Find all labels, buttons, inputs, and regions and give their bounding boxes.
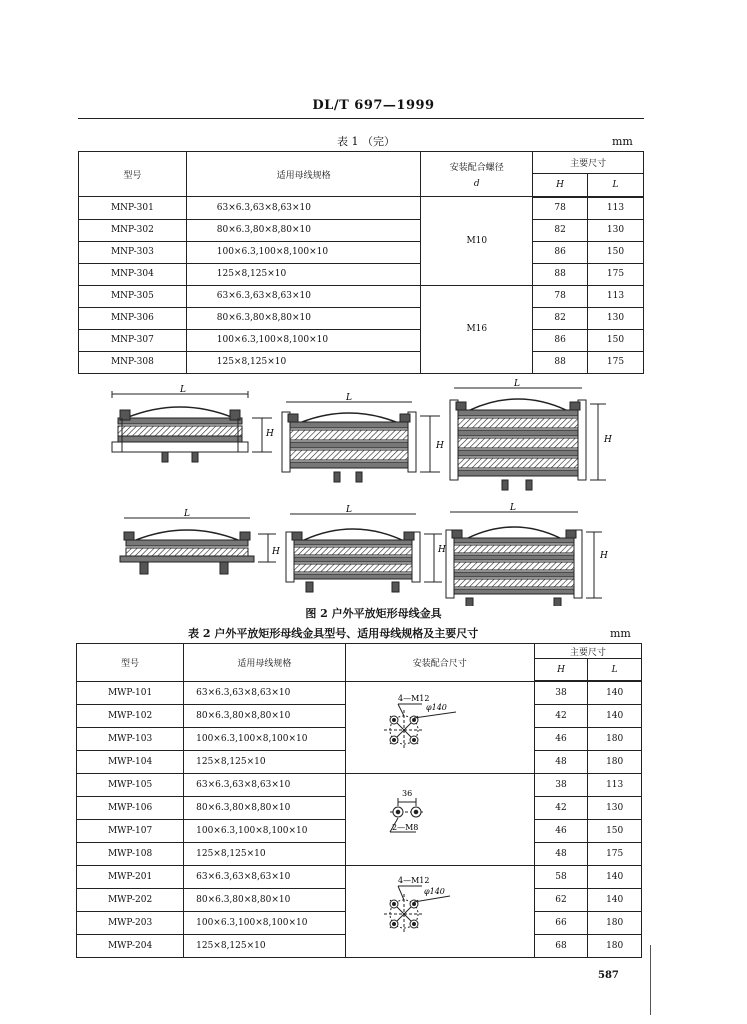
- table-row: [79, 219, 644, 241]
- table-row: [79, 241, 644, 263]
- t1-l: 130: [588, 219, 644, 241]
- table-row: [79, 307, 644, 329]
- mount-diagram-b: [346, 774, 534, 862]
- page-header: DL/T 697—1999: [312, 98, 435, 113]
- fitting-5-h-label: H: [438, 545, 446, 555]
- t1-h: 86: [533, 329, 588, 351]
- t2-h: 48: [534, 842, 588, 865]
- table1: [78, 151, 644, 374]
- fitting-2-l-label: L: [346, 393, 352, 403]
- table-row: [77, 865, 642, 888]
- table-row: [79, 285, 644, 307]
- t1-h: 78: [533, 285, 588, 307]
- t2-spec: 80×6.3,80×8,80×10: [184, 704, 346, 727]
- t1-l: 150: [588, 329, 644, 351]
- t1-spec: 63×6.3,63×8,63×10: [186, 285, 421, 307]
- t1-model: MNP-307: [79, 329, 187, 351]
- t2-header-h: H: [534, 659, 588, 682]
- t2-model: MWP-107: [77, 819, 184, 842]
- t2-spec: 125×8,125×10: [184, 842, 346, 865]
- t2-spec: 100×6.3,100×8,100×10: [184, 911, 346, 934]
- t2-mount-group-c: [345, 865, 534, 957]
- t1-l: 130: [588, 307, 644, 329]
- fitting-4-l-label: L: [184, 509, 190, 519]
- t1-spec: 100×6.3,100×8,100×10: [186, 329, 421, 351]
- t1-h: 88: [533, 263, 588, 285]
- t2-l: 140: [588, 888, 642, 911]
- t2-header-spec: 适用母线规格: [184, 644, 346, 682]
- t1-spec: 125×8,125×10: [186, 263, 421, 285]
- fitting-3-h-label: H: [604, 435, 612, 445]
- fitting-drawing-5: [286, 514, 442, 592]
- fitting-1-h-label: H: [266, 429, 274, 439]
- mount-c-diameter-label: φ140: [423, 886, 445, 896]
- table-row: [79, 329, 644, 351]
- t2-header-dims: 主要尺寸: [534, 644, 641, 659]
- t1-h: 88: [533, 351, 588, 373]
- t1-bolt-group-1: M10: [421, 197, 533, 286]
- t1-h: 82: [533, 307, 588, 329]
- t2-model: MWP-104: [77, 750, 184, 773]
- t2-model: MWP-103: [77, 727, 184, 750]
- mount-c-bolt-label: 4—M12: [397, 875, 430, 885]
- t2-model: MWP-203: [77, 911, 184, 934]
- t1-spec: 100×6.3,100×8,100×10: [186, 241, 421, 263]
- figure2-caption: 图 2 户外平放矩形母线金具: [305, 607, 442, 620]
- table1-caption: 表 1 （完）: [337, 135, 395, 148]
- page-number: 587: [598, 970, 619, 981]
- table2-caption: 表 2 户外平放矩形母线金具型号、适用母线规格及主要尺寸: [188, 627, 479, 640]
- t2-l: 180: [588, 934, 642, 957]
- t2-l: 140: [588, 865, 642, 888]
- table1-unit: mm: [612, 135, 633, 148]
- fitting-drawing-4: [120, 518, 276, 574]
- t1-header-spec: 适用母线规格: [186, 152, 421, 197]
- table-row: [77, 773, 642, 796]
- fitting-drawing-6: [446, 512, 602, 606]
- t2-h: 62: [534, 888, 588, 911]
- t2-model: MWP-108: [77, 842, 184, 865]
- t2-h: 68: [534, 934, 588, 957]
- t1-spec: 125×8,125×10: [186, 351, 421, 373]
- t1-header-dims: 主要尺寸: [533, 152, 644, 174]
- t2-l: 140: [588, 681, 642, 704]
- table2: [76, 643, 642, 958]
- t2-spec: 63×6.3,63×8,63×10: [184, 681, 346, 704]
- t1-spec: 80×6.3,80×8,80×10: [186, 219, 421, 241]
- t2-header-l: L: [588, 659, 642, 682]
- t1-model: MNP-308: [79, 351, 187, 373]
- t2-model: MWP-201: [77, 865, 184, 888]
- table-row: [77, 681, 642, 704]
- t1-l: 113: [588, 197, 644, 220]
- fitting-drawing-3: [450, 388, 606, 490]
- t1-l: 175: [588, 263, 644, 285]
- t1-header-l: L: [588, 174, 644, 197]
- t1-l: 150: [588, 241, 644, 263]
- mount-b-bolt-label: 2—M8: [391, 822, 419, 832]
- t2-h: 66: [534, 911, 588, 934]
- t2-model: MWP-202: [77, 888, 184, 911]
- fitting-6-h-label: H: [600, 551, 608, 561]
- table-row: [79, 197, 644, 220]
- t2-h: 48: [534, 750, 588, 773]
- t2-l: 113: [588, 773, 642, 796]
- fitting-drawing-1: [112, 391, 272, 462]
- t2-spec: 100×6.3,100×8,100×10: [184, 819, 346, 842]
- t1-h: 82: [533, 219, 588, 241]
- t2-h: 38: [534, 773, 588, 796]
- t2-h: 46: [534, 819, 588, 842]
- t1-bolt-group-2: M16: [421, 285, 533, 373]
- t1-header-model: 型号: [79, 152, 187, 197]
- t2-spec: 125×8,125×10: [184, 934, 346, 957]
- t1-header-bolt: [421, 152, 533, 197]
- mount-b-dim-label: 36: [401, 788, 412, 798]
- t2-h: 58: [534, 865, 588, 888]
- t1-l: 113: [588, 285, 644, 307]
- t2-spec: 63×6.3,63×8,63×10: [184, 773, 346, 796]
- header-rule: [78, 118, 644, 119]
- t2-h: 42: [534, 796, 588, 819]
- t1-h: 78: [533, 197, 588, 220]
- t2-spec: 80×6.3,80×8,80×10: [184, 796, 346, 819]
- t1-model: MNP-302: [79, 219, 187, 241]
- scan-edge-line: [650, 945, 651, 1015]
- figure2-drawings: [100, 378, 620, 606]
- fitting-6-l-label: L: [510, 503, 516, 513]
- t2-model: MWP-101: [77, 681, 184, 704]
- t2-l: 180: [588, 911, 642, 934]
- mount-a-bolt-label: 4—M12: [397, 693, 430, 703]
- t1-header-bolt-label: 安装配合螺径: [449, 162, 504, 173]
- t2-h: 42: [534, 704, 588, 727]
- table-row: [79, 351, 644, 373]
- t2-mount-group-b: [345, 773, 534, 865]
- t1-header-bolt-symbol: d: [473, 178, 480, 189]
- t1-h: 86: [533, 241, 588, 263]
- t2-header-mount: 安装配合尺寸: [345, 644, 534, 682]
- t2-l: 130: [588, 796, 642, 819]
- t2-h: 38: [534, 681, 588, 704]
- t2-h: 46: [534, 727, 588, 750]
- t2-model: MWP-102: [77, 704, 184, 727]
- t1-model: MNP-304: [79, 263, 187, 285]
- t1-model: MNP-303: [79, 241, 187, 263]
- t1-model: MNP-305: [79, 285, 187, 307]
- fitting-drawing-2: [282, 402, 440, 482]
- t2-model: MWP-105: [77, 773, 184, 796]
- t2-l: 180: [588, 750, 642, 773]
- fitting-1-l-label: L: [180, 385, 186, 395]
- t1-l: 175: [588, 351, 644, 373]
- t2-model: MWP-106: [77, 796, 184, 819]
- t2-spec: 80×6.3,80×8,80×10: [184, 888, 346, 911]
- table2-unit: mm: [610, 627, 631, 640]
- fitting-2-h-label: H: [436, 441, 444, 451]
- t2-model: MWP-204: [77, 934, 184, 957]
- t1-spec: 63×6.3,63×8,63×10: [186, 197, 421, 220]
- t2-spec: 63×6.3,63×8,63×10: [184, 865, 346, 888]
- fitting-3-l-label: L: [514, 379, 520, 389]
- t1-model: MNP-301: [79, 197, 187, 220]
- t2-l: 140: [588, 704, 642, 727]
- t2-header-model: 型号: [77, 644, 184, 682]
- t1-model: MNP-306: [79, 307, 187, 329]
- fitting-5-l-label: L: [346, 505, 352, 515]
- t2-spec: 125×8,125×10: [184, 750, 346, 773]
- mount-a-diameter-label: φ140: [425, 702, 447, 712]
- t2-spec: 100×6.3,100×8,100×10: [184, 727, 346, 750]
- t1-header-h: H: [533, 174, 588, 197]
- table-row: [79, 263, 644, 285]
- t2-mount-group-a: [345, 681, 534, 773]
- t2-l: 175: [588, 842, 642, 865]
- t2-l: 180: [588, 727, 642, 750]
- t1-spec: 80×6.3,80×8,80×10: [186, 307, 421, 329]
- fitting-4-h-label: H: [272, 547, 280, 557]
- mount-diagram-a: [346, 682, 534, 770]
- mount-diagram-c: [346, 866, 534, 954]
- t2-l: 150: [588, 819, 642, 842]
